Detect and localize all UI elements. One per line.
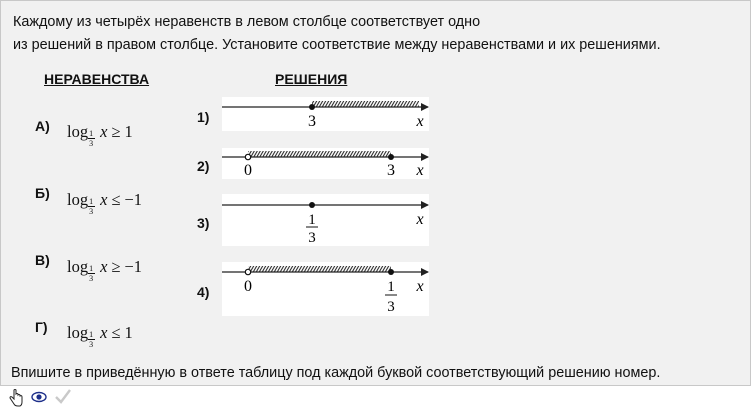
axis-arrow [421,268,429,276]
eye-icon[interactable] [31,390,47,406]
axis-arrow [421,153,429,161]
relation: ≤ [111,190,121,209]
shaded-region [248,151,391,157]
task-text [13,11,713,57]
solution-number-1: 1) [197,109,210,125]
base-denominator: 3 [89,207,94,216]
relation: ≤ [111,323,121,342]
axis-arrow [421,201,429,209]
intro-line-1: Каждому из четырёх неравенств в левом столбце соответствует одно [13,14,481,30]
axis-label: x [416,278,424,295]
inequality-g [67,323,133,349]
log-label: log [67,190,89,209]
solution-4-number-line [222,262,429,316]
axis-arrow [421,103,429,111]
solution-1-number-line [222,97,429,131]
relation: ≥ [111,122,121,141]
letter-a: А) [35,118,50,134]
zero-label: 0 [244,278,252,295]
point-label: 3 [308,113,316,130]
fraction-numerator: 1 [387,279,395,295]
filled-point [309,202,315,208]
inequality-b [67,190,143,216]
axis-label: x [416,162,424,179]
base-numerator: 1 [89,197,94,206]
letter-b: Б) [35,185,50,201]
filled-point [388,154,394,160]
log-label: log [67,257,89,276]
shaded-region [248,266,391,272]
axis-label: x [416,211,424,228]
number-line-4 [222,262,429,316]
log-base-fraction [88,323,95,349]
solution-2-number-line [222,148,429,179]
log-label: log [67,323,89,342]
axis-label: x [416,113,424,130]
fraction-numerator: 1 [308,212,316,228]
rhs: −1 [124,190,143,209]
log-base-fraction [88,190,95,216]
open-point [245,154,250,159]
base-numerator: 1 [89,330,94,339]
open-point [245,269,250,274]
variable: x [100,190,108,209]
point-label: 3 [387,162,395,179]
fraction-denominator: 3 [387,299,395,315]
inequality-a [67,122,133,148]
inequalities-header: НЕРАВЕНСТВА [44,71,150,87]
number-line-1 [222,97,429,131]
base-denominator: 3 [89,340,94,349]
shaded-region [312,101,419,107]
rhs: 1 [124,323,133,342]
number-line-2 [222,148,429,179]
bottom-toolbar [0,386,751,415]
solutions-header: РЕШЕНИЯ [275,71,348,87]
base-denominator: 3 [89,139,94,148]
zero-label: 0 [244,162,252,179]
base-denominator: 3 [89,274,94,283]
solution-number-3: 3) [197,215,210,231]
fraction-denominator: 3 [308,230,316,246]
inequality-v [67,257,143,283]
rhs: 1 [124,122,133,141]
log-label: log [67,122,89,141]
log-base-fraction [88,122,95,148]
letter-g: Г) [35,319,48,335]
log-base-fraction [88,257,95,283]
instruction-footer: Впишите в приведённую в ответе таблицу под каждой буквой соответствующий решению номер. [11,365,661,381]
solution-number-4: 4) [197,284,210,300]
relation: ≥ [111,257,121,276]
solution-number-2: 2) [197,158,210,174]
base-numerator: 1 [89,129,94,138]
solution-3-number-line [222,194,429,246]
filled-point [388,269,394,275]
variable: x [100,122,108,141]
number-line-3 [222,194,429,246]
rhs: −1 [124,257,143,276]
hand-pointer-icon[interactable] [9,389,23,410]
checkmark-icon[interactable] [54,388,72,407]
intro-line-2: из решений в правом столбце. Установите соответствие между неравенствами и их решениями. [13,37,661,53]
variable: x [100,323,108,342]
variable: x [100,257,108,276]
filled-point [309,104,315,110]
letter-v: В) [35,252,50,268]
base-numerator: 1 [89,264,94,273]
